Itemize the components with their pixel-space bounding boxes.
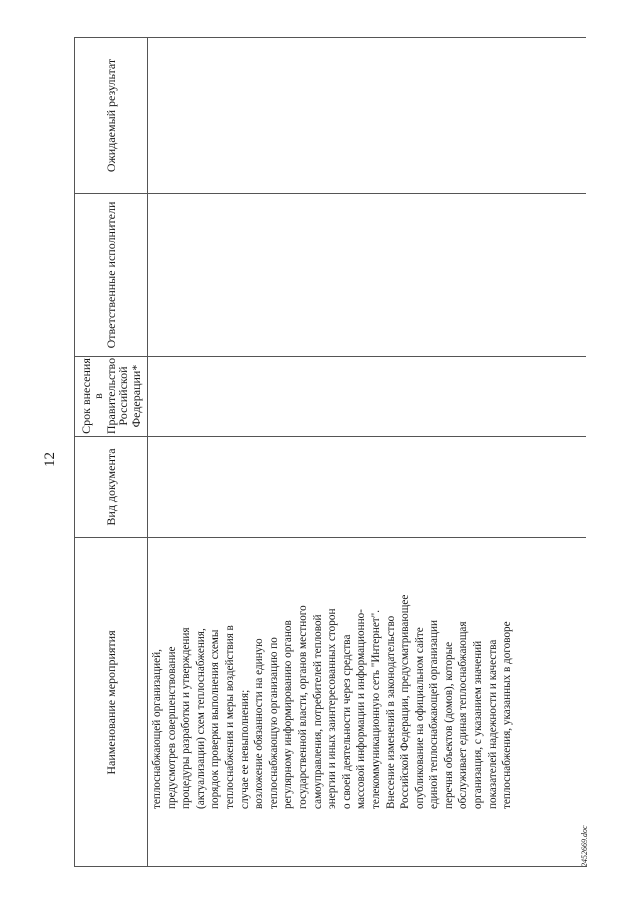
activity-text-line: Внесение изменений в законодательство xyxy=(384,615,397,809)
rotated-page xyxy=(36,37,589,867)
header-submission-deadline: Срок внесения в Правительство Российской Федерации* xyxy=(78,357,143,435)
activity-text-line: единой теплоснабжающей организации xyxy=(428,620,441,809)
activity-text-line: энергии и иных заинтересованных сторон xyxy=(326,608,339,809)
header-responsible-executors: Ответственные исполнители xyxy=(103,201,118,349)
table-left-border xyxy=(74,866,586,867)
activity-text-line: возложение обязанности на единую xyxy=(253,638,266,809)
table-right-border xyxy=(74,37,586,38)
activity-text-line: теплоснабжения, указанных в договоре xyxy=(501,621,514,809)
header-expected-result: Ожидаемый результат xyxy=(103,58,118,173)
column-divider-4 xyxy=(74,193,586,194)
activity-text-line: обслуживает единая теплоснабжающая xyxy=(457,621,470,809)
activity-text-line: теплоснабжающую организацию по xyxy=(267,637,280,809)
page-number: 12 xyxy=(42,452,58,467)
activity-text-line: перечня объектов (домов), которые xyxy=(442,641,455,809)
activity-text-line: показателей надежности и качества xyxy=(486,639,499,809)
header-bottom-border xyxy=(147,37,148,867)
column-divider-3 xyxy=(74,356,586,357)
activity-text-line: теплоснабжения и меры воздействия в xyxy=(223,625,236,809)
activity-text-line: (актуализации) схем теплоснабжения, xyxy=(194,628,207,809)
activity-text-line: предусмотрев совершенствование xyxy=(165,646,178,809)
activity-text-line: о своей деятельности через средства xyxy=(340,634,353,809)
activity-text-line: случае ее невыполнения; xyxy=(238,689,251,809)
activity-text-line: Российской Федерации, предусматривающее xyxy=(399,594,412,809)
activity-text-line: процедуры разработки и утверждения xyxy=(180,627,193,809)
activity-text-line: массовой информации и информационно- xyxy=(355,609,368,809)
activity-text-line: государственной власти, органов местного xyxy=(296,605,309,809)
activity-text-line: телекоммуникационную сеть "Интернет". xyxy=(369,609,382,809)
activity-text-line: опубликование на официальном сайте xyxy=(413,627,426,809)
activity-description xyxy=(150,489,515,809)
activity-text-line: регулярному информированию органов xyxy=(282,620,295,809)
document-filename: 2452669.doc xyxy=(580,825,589,867)
header-document-type: Вид документа xyxy=(103,448,118,526)
activity-text-line: организация, с указанием значений xyxy=(472,640,485,809)
activity-text-line: порядок проверки выполнения схемы xyxy=(209,629,222,809)
activity-text-line: самоуправления, потребителей тепловой xyxy=(311,614,324,809)
column-divider-2 xyxy=(74,436,586,437)
header-activity-name: Наименование мероприятия xyxy=(103,630,118,775)
activity-text-line: теплоснабжающей организацией, xyxy=(151,649,163,809)
